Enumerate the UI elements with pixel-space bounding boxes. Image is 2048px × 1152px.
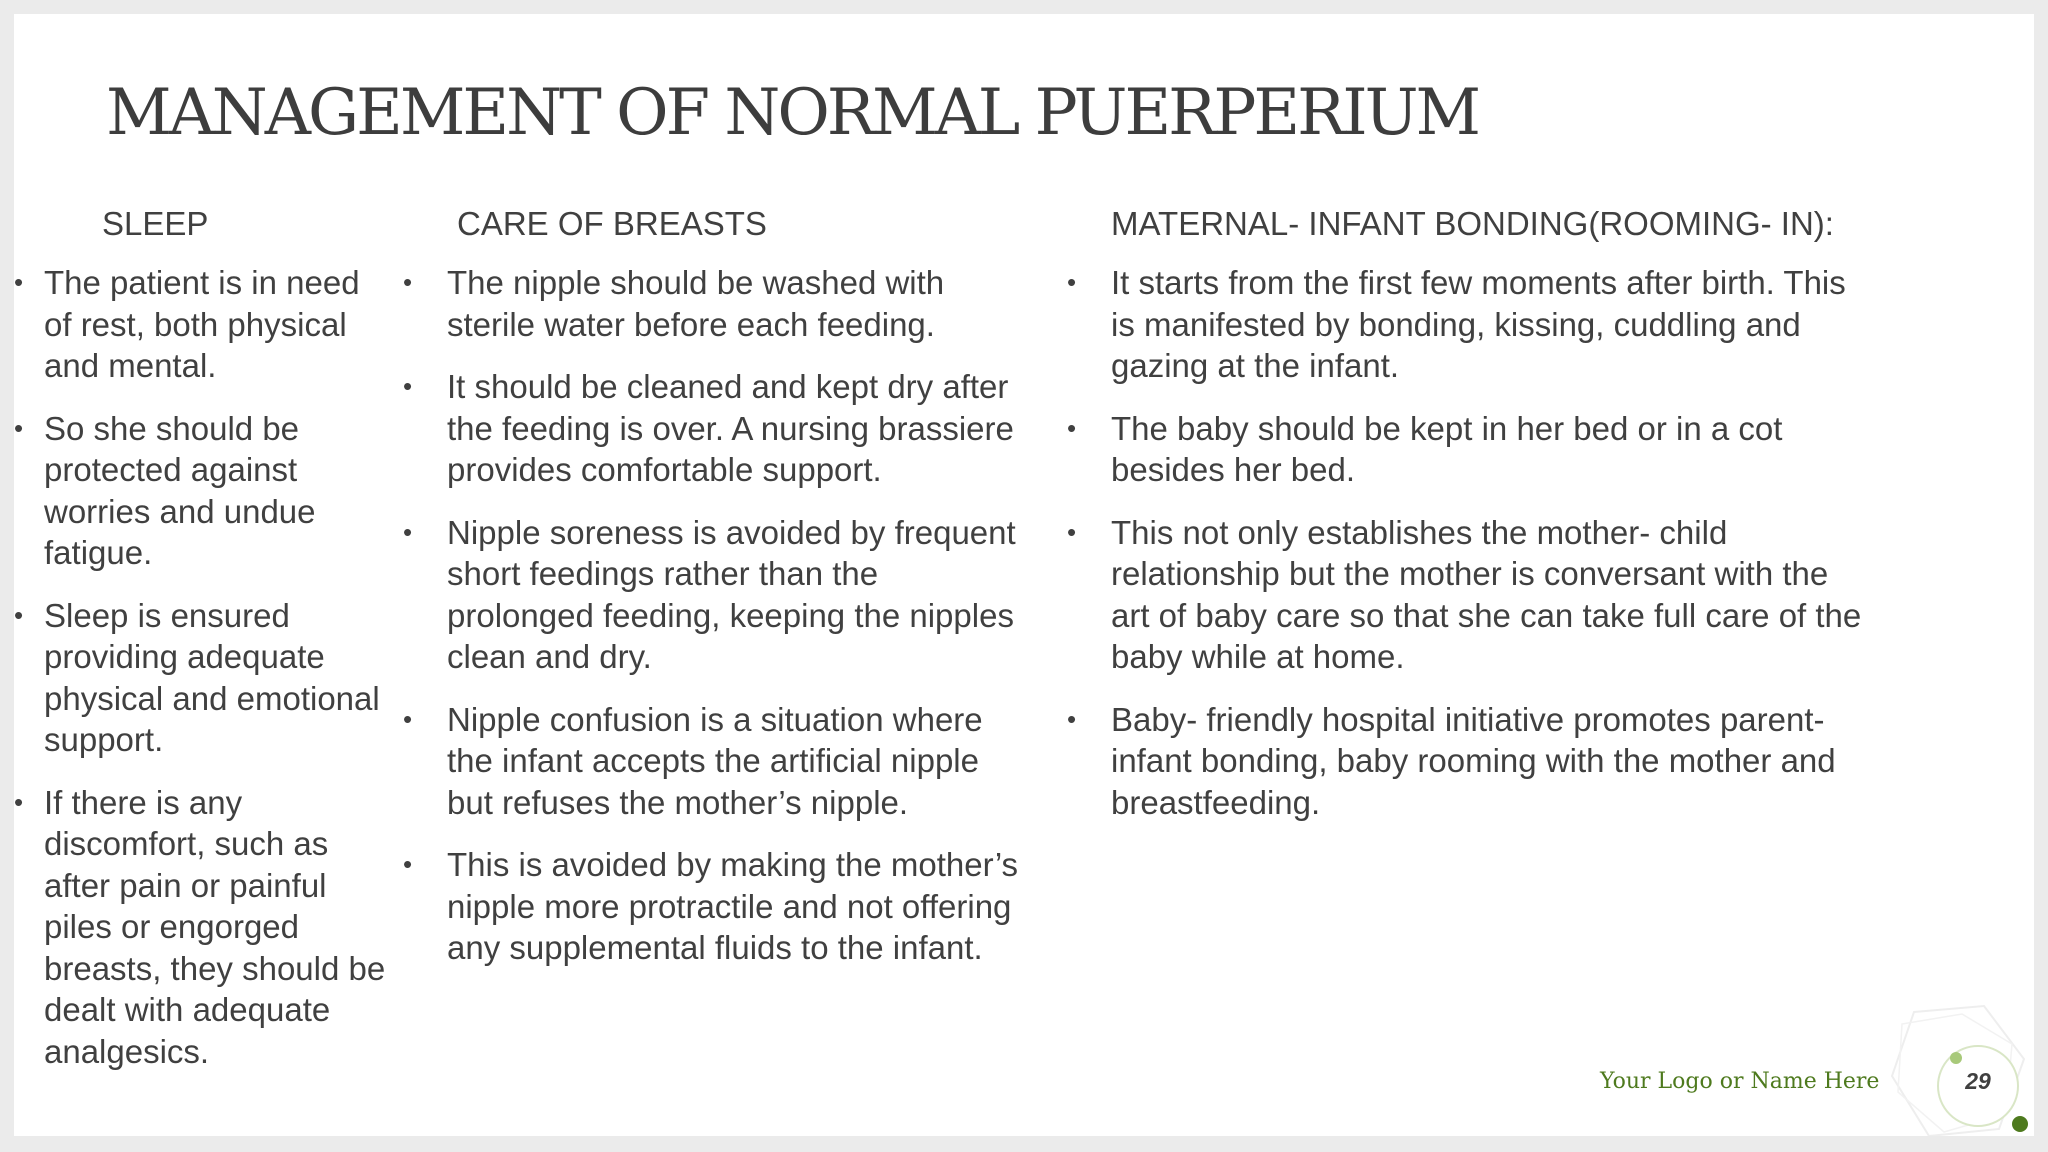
list-item <box>14 595 394 761</box>
bullet-icon: • <box>403 516 413 547</box>
column-care-of-breasts <box>403 204 1027 990</box>
bullet-icon: • <box>1067 703 1077 734</box>
bullet-icon: • <box>403 703 413 734</box>
list-item-text: Nipple confusion is a situation where the infant accepts the artificial nipple but refuses the mother’s nipple. <box>447 700 983 821</box>
column-maternal-infant-bonding <box>1067 204 1871 844</box>
page-number: 29 <box>1965 1068 1991 1094</box>
list-item <box>403 844 1027 969</box>
list-item-text: It starts from the first few moments after birth. This is manifested by bonding, kissing, cuddling and gazing at the infant. <box>1111 264 1846 384</box>
column-heading-maternal-infant-bonding: MATERNAL- INFANT BONDING(ROOMING- IN): <box>1111 205 1834 242</box>
list-item-text: This is avoided by making the mother’s nipple more protractile and not offering any supplemental fluids to the infant. <box>447 846 1019 966</box>
bullet-icon: • <box>403 267 413 297</box>
column-heading-sleep: SLEEP <box>102 205 209 242</box>
list-item-text: If there is any discomfort, such as after pain or painful piles or engorged breasts, they should be dealt with adequate analgesics. <box>44 783 386 1070</box>
list-item-text: So she should be protected against worries and undue fatigue. <box>44 409 316 571</box>
bullet-icon: • <box>14 599 24 630</box>
column-heading-care-of-breasts: CARE OF BREASTS <box>457 205 767 242</box>
bullet-icon: • <box>1067 267 1077 297</box>
bullet-icon: • <box>1067 412 1077 443</box>
list-item <box>1067 408 1871 491</box>
list-item-text: Sleep is ensured providing adequate physical and emotional support. <box>44 596 380 758</box>
logo-text: Your Logo or Name Here <box>1600 1069 1880 1094</box>
list-item-text: It should be cleaned and kept dry after the feeding is over. A nursing brassiere provides comfortable support. <box>447 368 1014 488</box>
bullet-icon: • <box>403 849 413 879</box>
bullet-icon: • <box>1067 516 1077 547</box>
list-item <box>1067 512 1871 678</box>
bullet-list-care-of-breasts <box>403 262 1027 969</box>
list-item <box>1067 699 1871 824</box>
bullet-list-maternal-infant-bonding <box>1067 262 1871 823</box>
list-item <box>14 408 394 574</box>
list-item <box>403 512 1027 678</box>
list-item <box>403 366 1027 491</box>
column-sleep <box>14 204 394 1093</box>
bullet-icon: • <box>403 371 413 401</box>
bullet-list-sleep <box>14 262 394 1072</box>
list-item-text: The patient is in need of rest, both physical and mental. <box>44 264 360 384</box>
list-item <box>403 262 1027 345</box>
list-item <box>1067 262 1871 387</box>
slide-title: MANAGEMENT OF NORMAL PUERPERIUM <box>106 76 1479 150</box>
slide <box>14 14 2034 1136</box>
bullet-icon: • <box>14 267 24 297</box>
bullet-icon: • <box>14 786 24 817</box>
list-item-text: Nipple soreness is avoided by frequent short feedings rather than the prolonged feeding, keeping the nipples clean and dry. <box>447 513 1016 675</box>
list-item-text: Baby- friendly hospital initiative promotes parent- infant bonding, baby rooming with the mother and breastfeeding. <box>1111 700 1836 821</box>
list-item-text: This not only establishes the mother- child relationship but the mother is conversant with the art of baby care so that she can take full care of the baby while at home. <box>1111 513 1862 675</box>
list-item-text: The nipple should be washed with sterile water before each feeding. <box>447 264 945 343</box>
list-item <box>14 782 394 1073</box>
list-item-text: The baby should be kept in her bed or in a cot besides her bed. <box>1111 409 1783 488</box>
bullet-icon: • <box>14 412 24 443</box>
list-item <box>14 262 394 387</box>
list-item <box>403 699 1027 824</box>
